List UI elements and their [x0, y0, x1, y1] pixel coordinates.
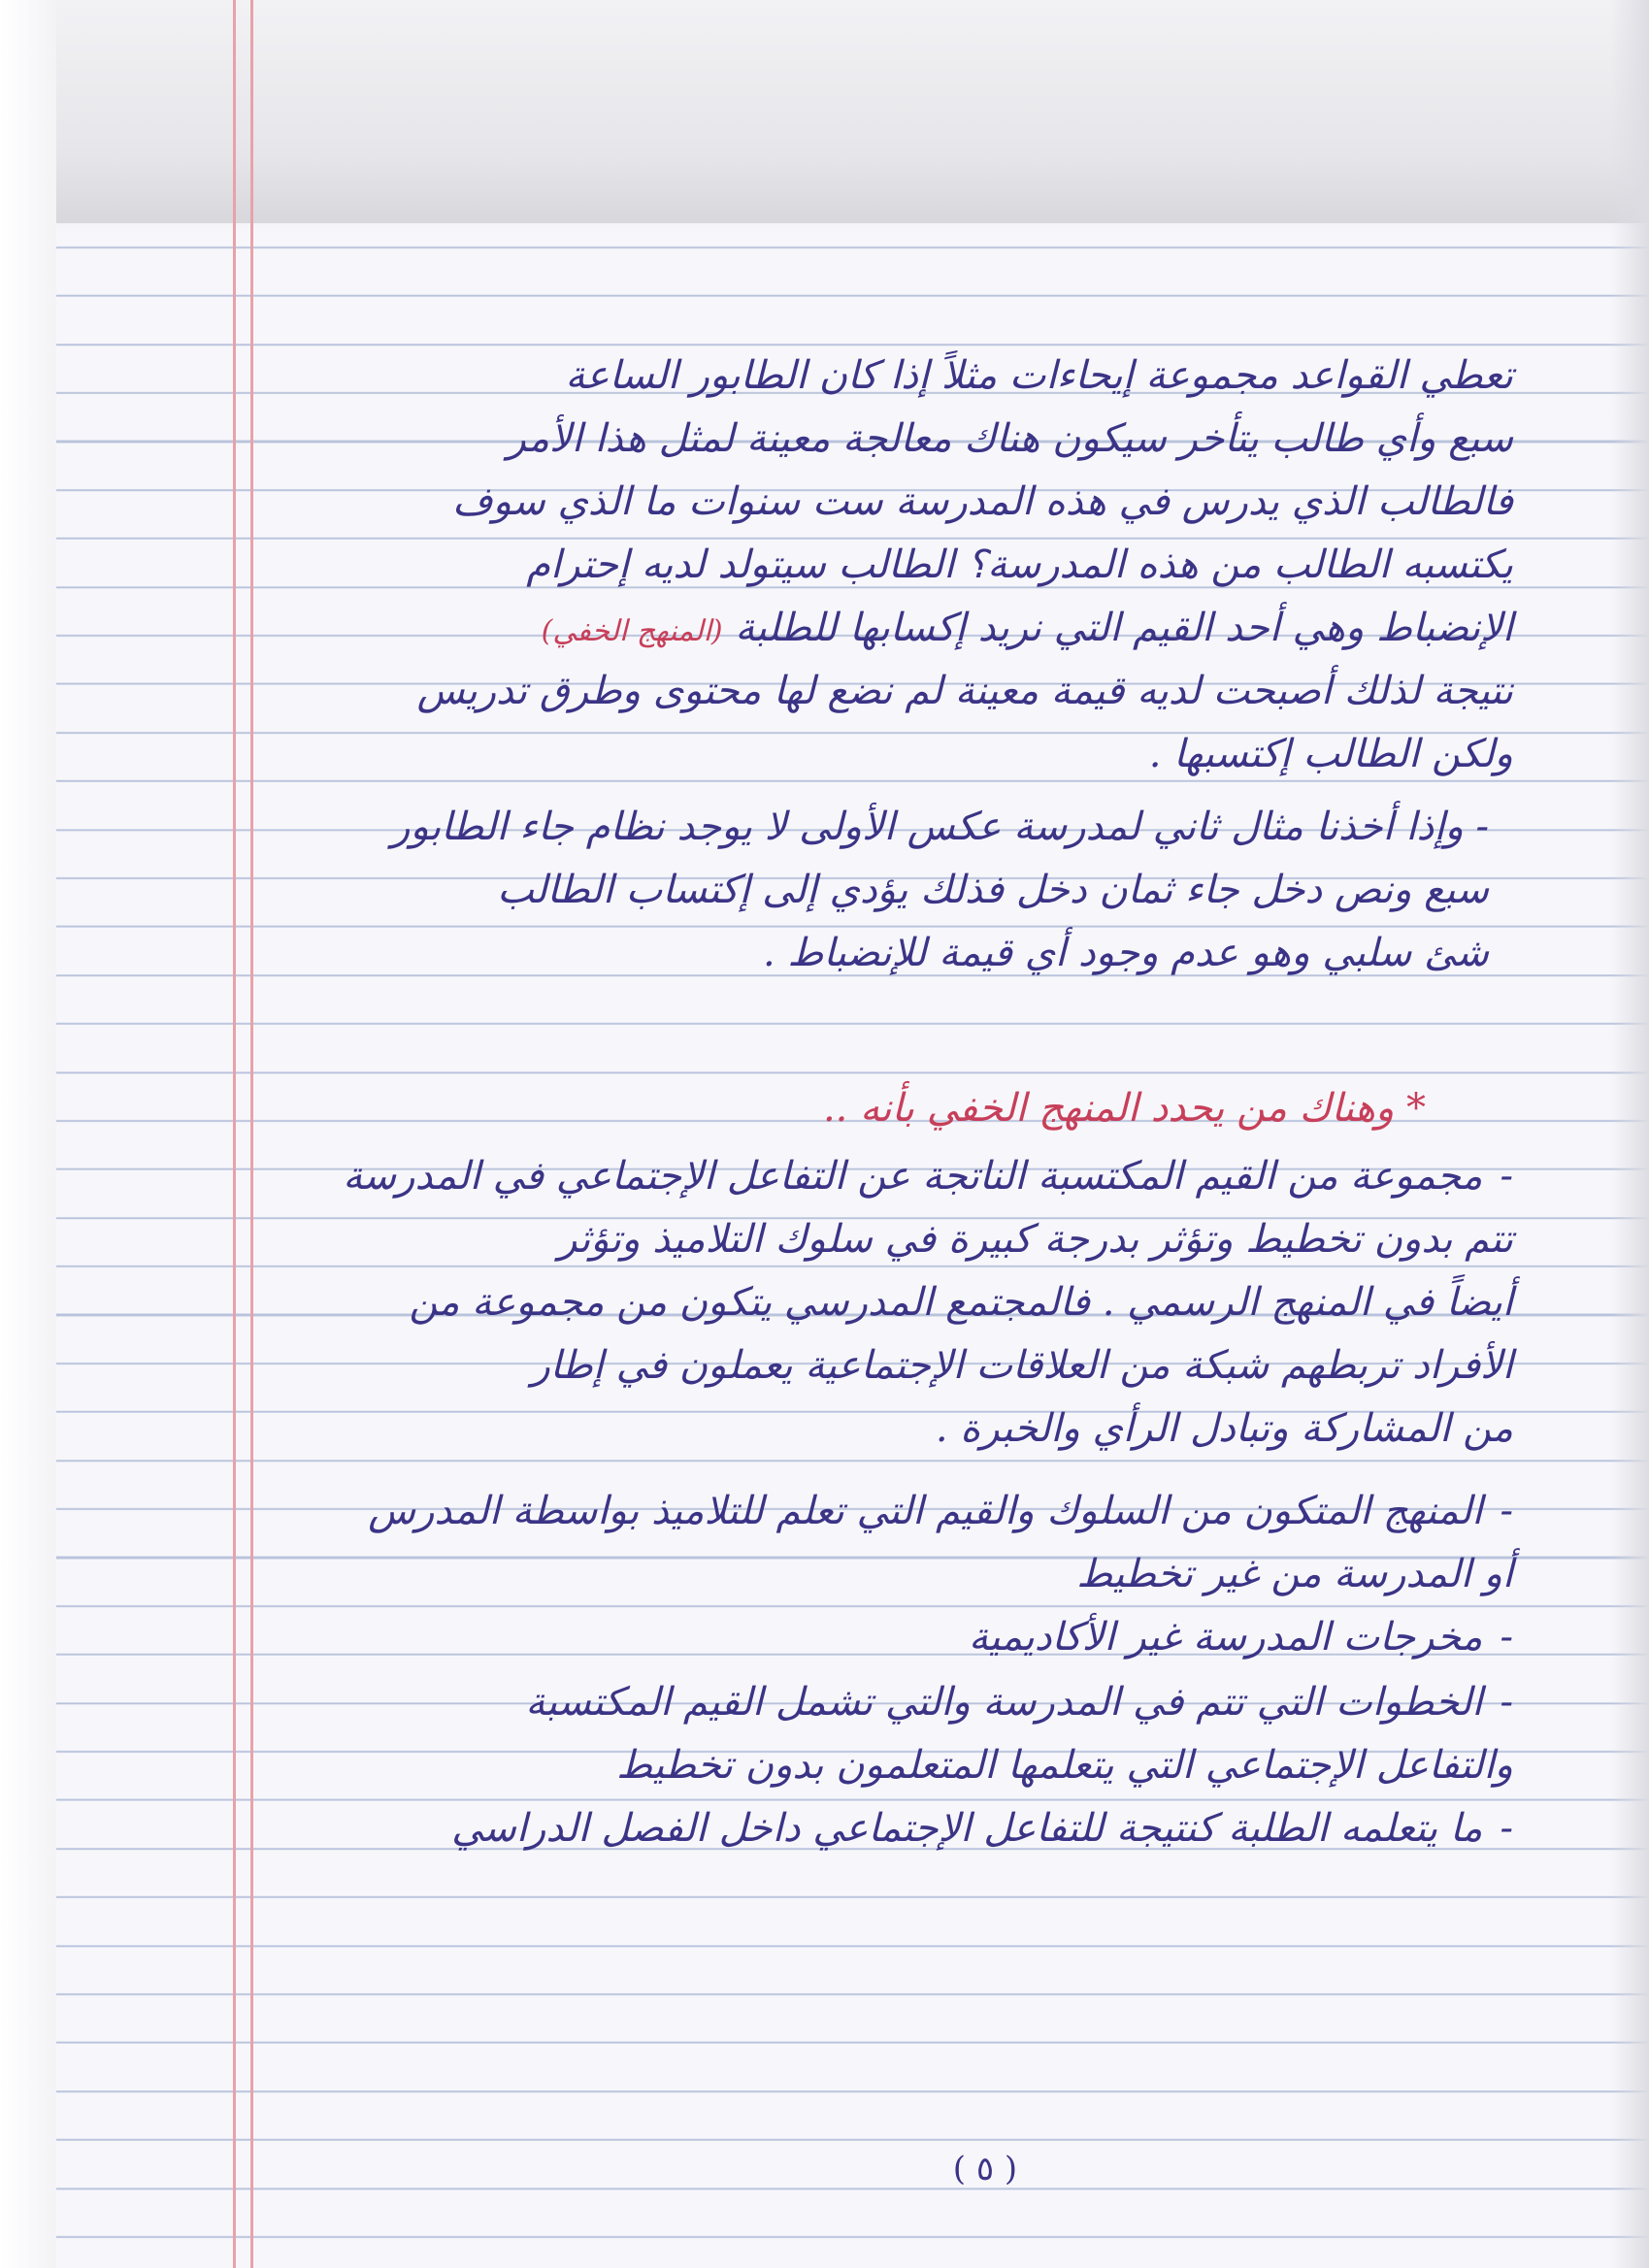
- text-segment: مخرجات المدرسة غير الأكاديمية: [968, 1615, 1483, 1660]
- paragraph-1: [251, 345, 1513, 786]
- text-line: والتفاعل الإجتماعي التي يتعلمها المتعلمون بدون تخطيط: [616, 1743, 1513, 1788]
- list-item-first-line: [251, 1480, 1513, 1543]
- text-line: يكتسبه الطالب من هذه المدرسة؟ الطالب سيتولد لديه إحترام: [526, 542, 1513, 587]
- page-right-shadow: [1610, 0, 1649, 2268]
- page-left-edge: [0, 0, 56, 2268]
- section-heading: [164, 1077, 1426, 1140]
- text-line: ولكن الطالب إكتسبها .: [1148, 732, 1513, 776]
- page-number: ( ٥ ): [952, 2150, 1018, 2188]
- text-line: - وإذا أخذنا مثال ثاني لمدرسة عكس الأولى لا يوجد نظام جاء الطابور: [391, 805, 1489, 849]
- list-item-first-line: [251, 1671, 1513, 1734]
- bullet-dash: -: [1500, 1680, 1513, 1725]
- list-item-first-line: [251, 1797, 1513, 1860]
- heading-text: * وهناك من يحدد المنهج الخفي بأنه ..: [822, 1086, 1426, 1131]
- inline-note: (المنهج الخفي): [541, 614, 723, 648]
- text-line-with-note: [251, 597, 1513, 660]
- list-item: [251, 1480, 1513, 1606]
- text-line: تتم بدون تخطيط وتؤثر بدرجة كبيرة في سلوك التلاميذ وتؤثر: [558, 1217, 1513, 1262]
- bullet-dash: -: [1500, 1806, 1513, 1851]
- text-line: نتيجة لذلك أصبحت لديه قيمة معينة لم نضع لها محتوى وطرق تدريس: [416, 669, 1513, 713]
- text-line: فالطالب الذي يدرس في هذه المدرسة ست سنوات ما الذي سوف: [452, 479, 1513, 524]
- text-segment: ما يتعلمه الطلبة كنتيجة للتفاعل الإجتماعي داخل الفصل الدراسي: [451, 1806, 1483, 1851]
- text-line: من المشاركة وتبادل الرأي والخبرة .: [935, 1406, 1513, 1451]
- page-top-fold: [0, 0, 1649, 223]
- list-item: [251, 1145, 1513, 1461]
- text-line: أيضاً في المنهج الرسمي . فالمجتمع المدرسي يتكون من مجموعة من: [409, 1280, 1513, 1325]
- list-item: [251, 1671, 1513, 1797]
- list-item: [251, 1606, 1513, 1669]
- list-item-first-line: [251, 1145, 1513, 1208]
- text-segment: الخطوات التي تتم في المدرسة والتي تشمل القيم المكتسبة: [525, 1680, 1483, 1725]
- text-line: تعطي القواعد مجموعة إيحاءات مثلاً إذا كان الطابور الساعة: [565, 353, 1513, 398]
- list-item-first-line: [251, 1606, 1513, 1669]
- text-line: شئ سلبي وهو عدم وجود أي قيمة للإنضباط .: [763, 931, 1489, 975]
- bullet-dash: -: [1500, 1154, 1513, 1199]
- text-line: سبع ونص دخل جاء ثمان دخل فذلك يؤدي إلى إكتساب الطالب: [497, 868, 1489, 912]
- text-line: أو المدرسة من غير تخطيط: [1076, 1552, 1513, 1596]
- text-segment: المنهج المتكون من السلوك والقيم التي تعلم للتلاميذ بواسطة المدرس: [368, 1489, 1483, 1533]
- bullet-dash: -: [1500, 1615, 1513, 1660]
- bullet-dash: -: [1500, 1489, 1513, 1533]
- list-item: [251, 1797, 1513, 1860]
- paragraph-2: [227, 796, 1489, 985]
- text-line: سبع وأي طالب يتأخر سيكون هناك معالجة معينة لمثل هذا الأمر: [507, 416, 1513, 461]
- text-segment: الإنضباط وهي أحد القيم التي نريد إكسابها للطلبة: [735, 606, 1513, 650]
- text-segment: مجموعة من القيم المكتسبة الناتجة عن التفاعل الإجتماعي في المدرسة: [343, 1154, 1483, 1199]
- text-line: الأفراد تربطهم شبكة من العلاقات الإجتماعية يعملون في إطار: [531, 1343, 1513, 1388]
